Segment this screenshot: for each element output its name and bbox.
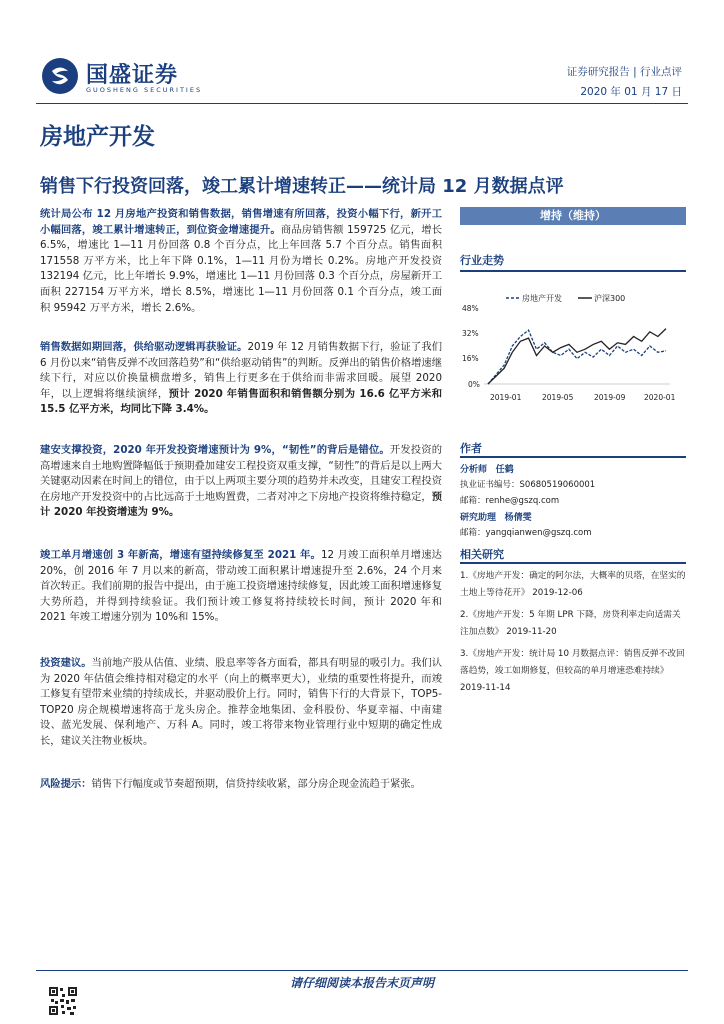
paragraph-lead: 统计局公布 12 月房地产投资和销售数据，销售增速有所回落，投资小幅下行，新开工小幅回落，竣工累计增速转正，到位资金增速提升。 xyxy=(40,208,442,236)
related-item[interactable] xyxy=(460,646,686,697)
paragraph-5 xyxy=(40,656,442,750)
paragraph-text: 当前地产股从估值、业绩、股息率等各方面看，都具有明显的吸引力。我们认为 2020 年估值会维持相对稳定的水平（向上的概率更大），业绩的重要性将提升，而竣工修复有望带来业绩的持续成长，并驱动股价上行。同时，销售下行的大背景下，TOP5-TOP20 房企规模增速将高于龙头房企。推荐金地集团、金科股份、华夏幸福、中南建设、蓝光发展、保利地产、万科 A。同时，竣工将带来物业管理行业中短期的确定性成长，建议关注物业板块。 xyxy=(40,657,443,747)
authors-heading: 作者 xyxy=(460,442,482,455)
related-title: 1.《房地产开发：确定的阿尔法，大概率的贝塔，在坚实的土地上等待花开》 xyxy=(460,571,686,598)
assistant-label: 研究助理 xyxy=(460,513,497,523)
related-date: 2019-11-14 xyxy=(460,683,511,693)
y-tick-label: 32% xyxy=(462,329,479,338)
analyst-label: 分析师 xyxy=(460,465,488,475)
y-tick-label: 16% xyxy=(462,354,479,363)
series-line-0 xyxy=(488,330,666,384)
paragraph-lead: 风险提示： xyxy=(40,778,92,790)
license-label: 执业证书编号： xyxy=(460,480,520,490)
series-line-1 xyxy=(488,329,666,384)
legend-label-series-0: 房地产开发 xyxy=(522,294,562,303)
paragraph-lead: 投资建议。 xyxy=(40,657,92,669)
related-title: 3.《房地产开发：统计局 10 月数据点评：销售反弹不改回落趋势，竣工如期修复，但较高的单月增速恐难持续》 xyxy=(460,649,685,676)
footer-divider xyxy=(36,970,688,971)
analyst-name: 任鹤 xyxy=(495,465,514,475)
paragraph-lead: 销售数据如期回落，供给驱动逻辑再获验证。 xyxy=(40,341,248,353)
series-layer xyxy=(488,329,666,384)
report-title: 销售下行投资回落，竣工累计增速转正——统计局 12 月数据点评 xyxy=(40,176,564,197)
related-item[interactable] xyxy=(460,607,686,641)
license-number: S0680519060001 xyxy=(519,480,596,490)
related-title: 2.《房地产开发：5 年期 LPR 下降，房贷利率走向适需关注加点数》 xyxy=(460,610,681,637)
assistant-name: 杨倩雯 xyxy=(504,513,532,523)
logo-swirl-icon xyxy=(42,58,78,94)
analyst-line xyxy=(460,462,514,475)
paragraph-lead: 竣工单月增速创 3 年新高，增速有望持续修复至 2021 年。 xyxy=(40,549,321,561)
paragraph-1 xyxy=(40,207,442,316)
assistant-line xyxy=(460,510,532,523)
logo-english: GUOSHENG SECURITIES xyxy=(86,86,203,94)
legend xyxy=(506,293,625,303)
paragraph-3 xyxy=(40,443,442,521)
footer-note: 请仔细阅读本报告末页声明 xyxy=(289,976,434,990)
industry-trend-chart xyxy=(460,290,686,412)
related-heading: 相关研究 xyxy=(460,548,504,561)
paragraph-text: 商品房销售额 159725 亿元，增长 6.5%，增速比 1—11 月份回落 0.8 个百分点，比上年回落 5.7 个百分点。销售面积 171558 万平方米，比上年下降 0.1%，1—11 月份为增长 0.2%。房地产开发投资 132194 亿元，比上年增长 9.9%，增速比 1—11 月份回落 0.3 个百分点，房屋新开工面积 227154 万平方米，增长 8.5%，增速比 1—11 月份回落 0.1 个百分点，竣工面积 95942 万平方米，增长 2.6%。 xyxy=(40,223,443,314)
paragraph-text: 12 月竣工面积单月增速达 20%，创 2016 年 7 月以来的新高，带动竣工面积累计增速提升至 2.6%，24 个月来首次转正。我们前期的报告中提出，由于施工投资增速持续修复，因此竣工面积增速修复大势所趋，并得到持续验证。我们预计竣工修复将持续较长时间，预计 2020 年和 2021 年竣工增速分别为 10%和 15%。 xyxy=(40,549,442,624)
paragraph-tail: 预计 2020 年销售面积和销售额分别为 16.6 亿平方米和 15.5 亿平方米，均同比下降 3.4%。 xyxy=(40,387,443,416)
paragraph-2 xyxy=(40,340,442,418)
trend-heading: 行业走势 xyxy=(460,254,504,267)
report-date: 2020 年 01 月 17 日 xyxy=(580,86,682,98)
logo-text: 国盛证券 xyxy=(86,63,179,88)
email-label: 邮箱： xyxy=(460,496,486,506)
related-date: 2019-11-20 xyxy=(506,627,557,637)
category-title: 房地产开发 xyxy=(40,124,155,150)
paragraph-text: 销售下行幅度或节奏超预期，信贷持续收紧，部分房企现金流趋于紧张。 xyxy=(91,778,421,790)
analyst-email: renhe@gszq.com xyxy=(485,496,560,506)
paragraph-4 xyxy=(40,548,442,626)
analyst-email-line xyxy=(460,494,559,506)
rating-badge: 增持（维持） xyxy=(460,207,686,225)
related-item[interactable] xyxy=(460,568,686,602)
authors-rule xyxy=(460,456,686,458)
assistant-email: yangqianwen@gszq.com xyxy=(485,528,592,538)
x-tick-label: 2020-01 xyxy=(644,393,676,402)
logo-mark xyxy=(42,58,78,94)
y-tick-label: 48% xyxy=(462,304,479,313)
y-tick-label: 0% xyxy=(468,380,480,389)
license-line xyxy=(460,478,595,490)
report-type: 证券研究报告 | 行业点评 xyxy=(566,66,682,78)
paragraph-tail: 预计 2020 年投资增速为 9%。 xyxy=(40,490,442,519)
related-date: 2019-12-06 xyxy=(532,588,583,598)
assistant-email-line xyxy=(460,526,592,538)
paragraph-text: 2019 年 12 月销售数据下行，验证了我们 6 月份以来“销售反弹不改回落趋势”和“供给驱动销售”的判断。反弹出的销售价格增速继续下行，对应以价换量横盘增多，销售上行更多在于供给而非需求回暖。展望 2020 年，以上逻辑将继续演绎， xyxy=(40,341,442,400)
related-list xyxy=(460,568,686,697)
paragraph-lead: 建安支撑投资，2020 年开发投资增速预计为 9%，“韧性”的背后是错位。 xyxy=(40,444,390,456)
x-tick-label: 2019-05 xyxy=(542,393,574,402)
x-tick-label: 2019-09 xyxy=(594,393,626,402)
legend-label-series-1: 沪深300 xyxy=(594,294,626,303)
paragraph-6 xyxy=(40,777,442,793)
paragraph-text: 开发投资的高增速来自土地购置降幅低于预期叠加建安工程投资双重支撑，“韧性”的背后是以上两大关键驱动因素在时间上的错位，由于以上两项主要分项的趋势并未改变，且建安工程投资在房地产开发投资中的占比远高于土地购置费，二者对冲之下房地产投资将维持稳定， xyxy=(40,444,443,503)
x-tick-label: 2019-01 xyxy=(490,393,522,402)
email-label: 邮箱： xyxy=(460,528,486,538)
trend-rule xyxy=(460,270,686,272)
header-divider xyxy=(36,103,688,104)
related-rule xyxy=(460,562,686,564)
qr-code-icon xyxy=(48,986,78,1016)
